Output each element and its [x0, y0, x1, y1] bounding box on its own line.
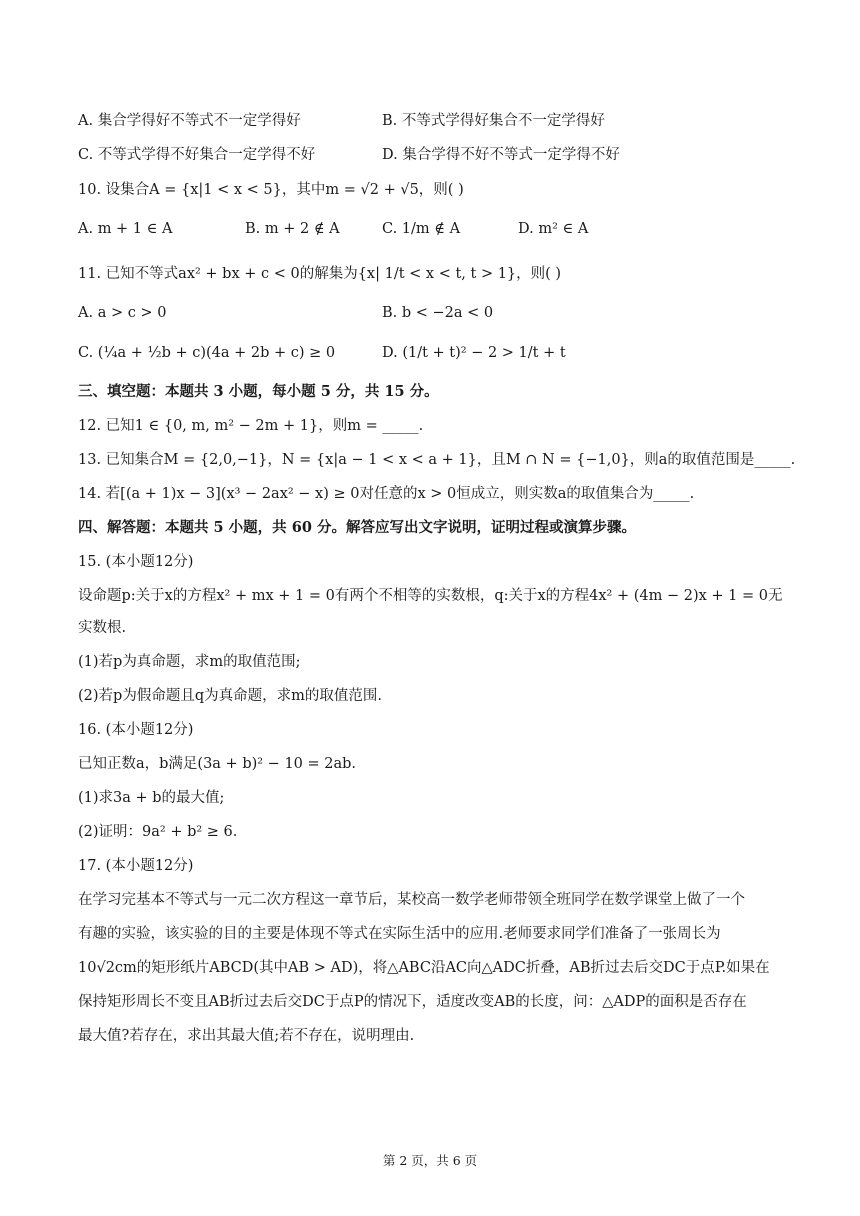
q11-option-c: C. (¼a + ½b + c)(4a + 2b + c) ≥ 0	[78, 345, 336, 361]
q13: 13. 已知集合M = {2,0,−1}，N = {x|a − 1 < x < a + 1}，且M ∩ N = {−1,0}，则a的取值范围是_____.	[78, 452, 796, 468]
q16-title: 16. (本小题12分)	[78, 722, 194, 738]
q11-stem: 11. 已知不等式ax² + bx + c < 0的解集为{x| 1/t < x < t, t > 1}，则( )	[78, 266, 562, 282]
q15-part: (2)若p为假命题且q为真命题，求m的取值范围.	[78, 688, 382, 704]
q11-option-b: B. b < −2a < 0	[382, 305, 494, 321]
section-heading-solutions: 四、解答题：本题共 5 小题，共 60 分。解答应写出文字说明，证明过程或演算步骤。	[78, 519, 636, 536]
q10-option-a: A. m + 1 ∈ A	[78, 221, 173, 237]
q16-part: (2)证明：9a² + b² ≥ 6.	[78, 824, 238, 840]
page-footer: 第 2 页，共 6 页	[382, 1153, 478, 1168]
section-heading-fill-in: 三、填空题：本题共 3 小题，每小题 5 分，共 15 分。	[78, 383, 439, 400]
q10-option-c: C. 1/m ∉ A	[382, 221, 461, 237]
q9-option-a: A. 集合学得好不等式不一定学得好	[78, 113, 301, 129]
q14: 14. 若[(a + 1)x − 3](x³ − 2ax² − x) ≥ 0对任意的x > 0恒成立，则实数a的取值集合为_____.	[78, 486, 695, 502]
q17-line: 10√2cm的矩形纸片ABCD(其中AB > AD)，将△ABC沿AC向△ADC折叠，AB折过去后交DC于点P.如果在	[78, 960, 770, 976]
q9-option-c: C. 不等式学得不好集合一定学得不好	[78, 147, 316, 163]
q17-line: 有趣的实验，该实验的目的主要是体现不等式在实际生活中的应用.老师要求同学们准备了一张周长为	[78, 926, 721, 942]
q9-option-b: B. 不等式学得好集合不一定学得好	[382, 113, 605, 129]
q12: 12. 已知1 ∈ {0, m, m² − 2m + 1}，则m = _____.	[78, 418, 424, 434]
q15-part: (1)若p为真命题，求m的取值范围;	[78, 654, 301, 670]
q17-line: 最大值?若存在，求出其最大值;若不存在，说明理由.	[78, 1028, 415, 1044]
q15-line: 实数根.	[78, 620, 127, 636]
q9-option-d: D. 集合学得不好不等式一定学得不好	[382, 147, 620, 163]
q17-line: 保持矩形周长不变且AB折过去后交DC于点P的情况下，适度改变AB的长度，问：△ADP的面积是否存在	[78, 994, 747, 1010]
q11-option-d: D. (1/t + t)² − 2 > 1/t + t	[382, 345, 566, 361]
q16-part: (1)求3a + b的最大值;	[78, 790, 225, 806]
q15-title: 15. (本小题12分)	[78, 554, 194, 570]
q10-option-b: B. m + 2 ∉ A	[245, 221, 340, 237]
q15-line: 设命题p:关于x的方程x² + mx + 1 = 0有两个不相等的实数根，q:关于x的方程4x² + (4m − 2)x + 1 = 0无	[78, 588, 783, 604]
q17-line: 在学习完基本不等式与一元二次方程这一章节后，某校高一数学老师带领全班同学在数学课堂上做了一个	[78, 892, 745, 908]
q10-option-d: D. m² ∈ A	[518, 221, 589, 237]
q17-title: 17. (本小题12分)	[78, 858, 194, 874]
q16-line: 已知正数a，b满足(3a + b)² − 10 = 2ab.	[78, 756, 357, 772]
q11-option-a: A. a > c > 0	[78, 305, 167, 321]
q10-stem: 10. 设集合A = {x|1 < x < 5}，其中m = √2 + √5，则( )	[78, 182, 464, 198]
